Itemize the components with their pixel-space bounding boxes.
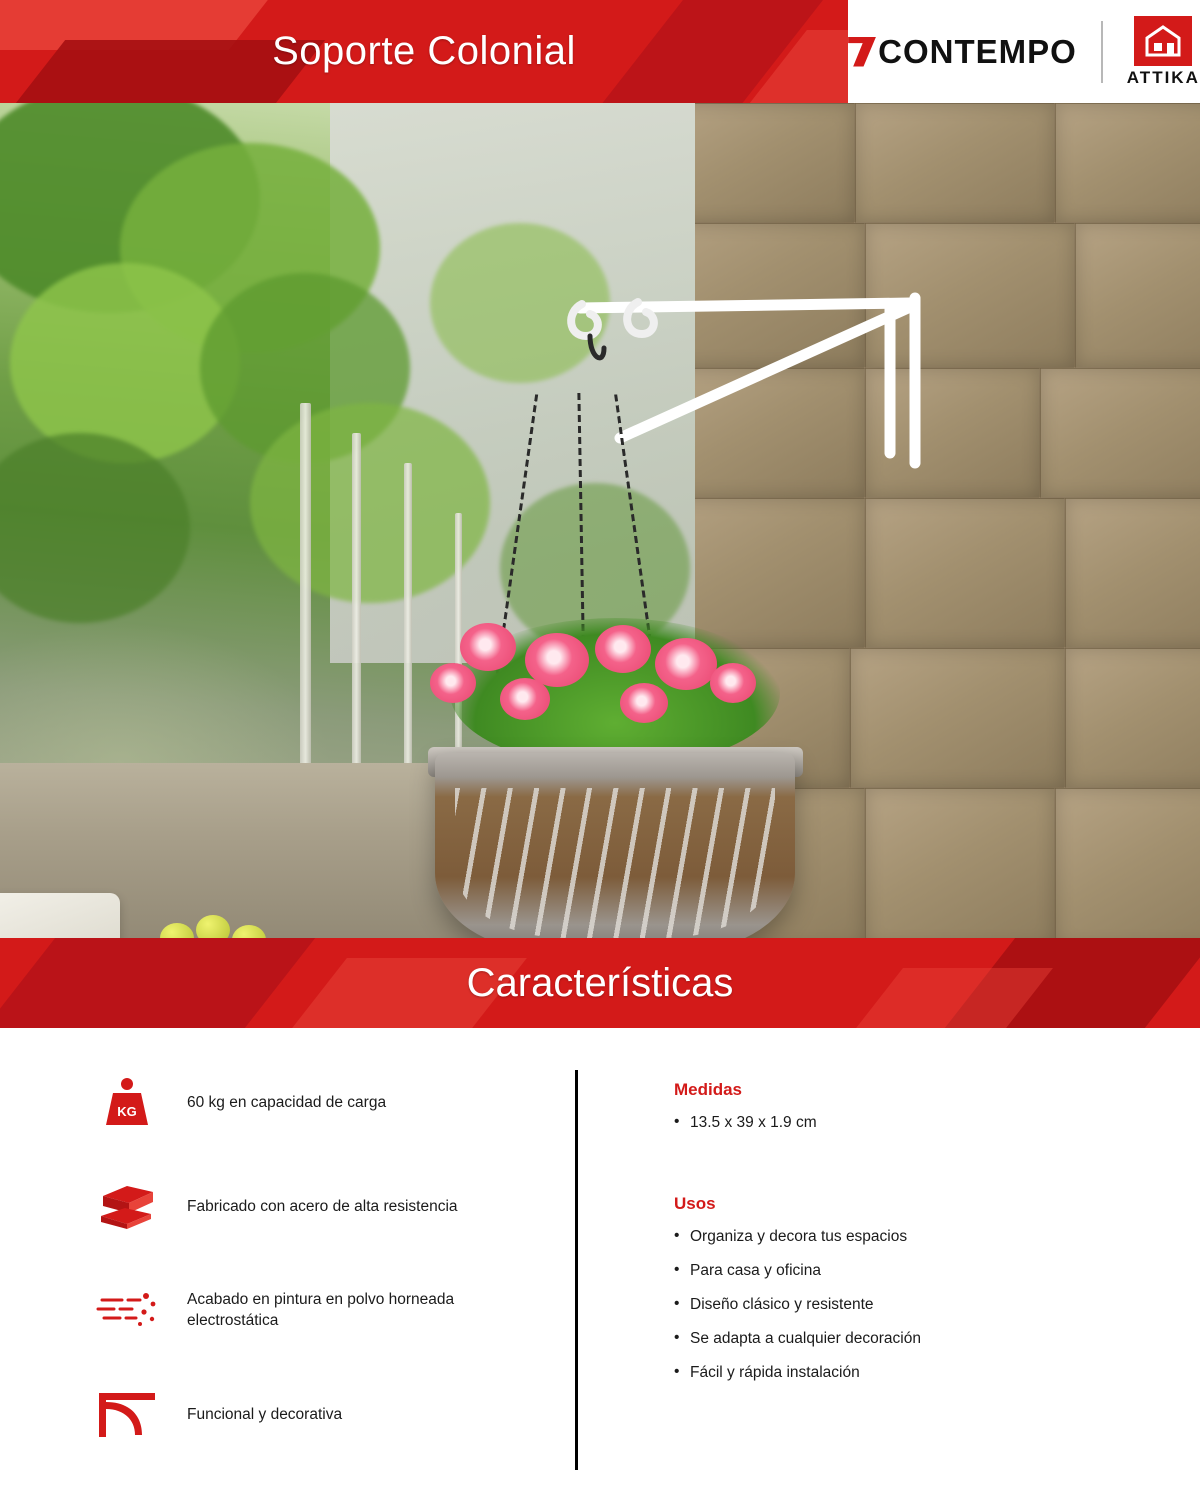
features-banner-title: Características (466, 960, 734, 1005)
contempo-logo (848, 33, 1077, 71)
feature-text: Funcional y decorativa (187, 1405, 343, 1423)
powder-coating-spray-icon (95, 1282, 159, 1340)
flower (430, 663, 476, 703)
feature-item-load-capacity (95, 1074, 545, 1132)
uses-title: Usos (674, 1194, 716, 1213)
wall-brick (1055, 788, 1200, 938)
attika-house-icon (1134, 16, 1192, 66)
list-item: • Diseño clásico y resistente (674, 1296, 1160, 1314)
page-header (0, 0, 1200, 103)
wall-brick (1075, 223, 1200, 368)
svg-text:KG: KG (117, 1104, 137, 1119)
wall-brick (850, 648, 1065, 788)
list-item: • Para casa y oficina (674, 1262, 1160, 1280)
attika-logo-text: ATTIKA (1126, 67, 1200, 87)
wall-brick (1055, 103, 1200, 223)
flower (710, 663, 756, 703)
features-banner (0, 938, 1200, 1028)
wall-brick (1065, 498, 1200, 648)
feature-text: 60 kg en capacidad de carga (187, 1093, 387, 1111)
uses-bullets (674, 1228, 1160, 1382)
wall-brick (865, 788, 1055, 938)
tree-trunk (300, 403, 311, 803)
feature-item-decorative (95, 1386, 545, 1444)
foliage (0, 433, 190, 623)
list-item: • 13.5 x 39 x 1.9 cm (674, 1114, 1160, 1132)
tree-trunk (352, 433, 361, 813)
features-section (0, 1028, 1200, 1500)
fruit (196, 915, 230, 938)
wall-brick (865, 498, 1065, 648)
wall-brick (1040, 368, 1200, 498)
flower (500, 678, 550, 720)
flower (655, 638, 717, 690)
specs-list (578, 1056, 1200, 1500)
spacer (674, 1148, 1160, 1194)
contempo-logo-text: CONTEMPO (878, 32, 1077, 70)
wall-brick (1065, 648, 1200, 788)
list-item: • Fácil y rápida instalación (674, 1364, 1160, 1382)
bracket-icon (95, 1386, 159, 1444)
attika-logo (1127, 16, 1200, 88)
feature-item-powder-coating (95, 1282, 545, 1340)
steel-beam-icon (95, 1178, 159, 1236)
hero-product-photo (0, 103, 1200, 938)
list-item: • Organiza y decora tus espacios (674, 1228, 1160, 1246)
page-title: Soporte Colonial (272, 29, 576, 73)
planter-ribs (455, 788, 775, 938)
patio-chair (0, 893, 120, 938)
feature-text: Fabricado con acero de alta resistencia (187, 1197, 458, 1215)
flower (620, 683, 668, 723)
flower (460, 623, 516, 671)
contempo-mark-icon (848, 37, 876, 67)
flower (595, 625, 651, 673)
wall-brick (695, 103, 855, 223)
weight-kg-icon (95, 1074, 159, 1132)
hanging-planter (420, 333, 820, 938)
feature-text: Acabado en pintura en polvo horneada electrostática (187, 1291, 455, 1329)
logo-divider (1101, 21, 1103, 83)
feature-item-steel (95, 1178, 545, 1236)
measures-bullets (674, 1114, 1160, 1132)
brand-logos (848, 0, 1200, 103)
features-list (0, 1056, 575, 1500)
tree-trunk (404, 463, 412, 813)
list-item: • Se adapta a cualquier decoración (674, 1330, 1160, 1348)
wall-brick (855, 103, 1055, 223)
measures-title: Medidas (674, 1080, 743, 1099)
